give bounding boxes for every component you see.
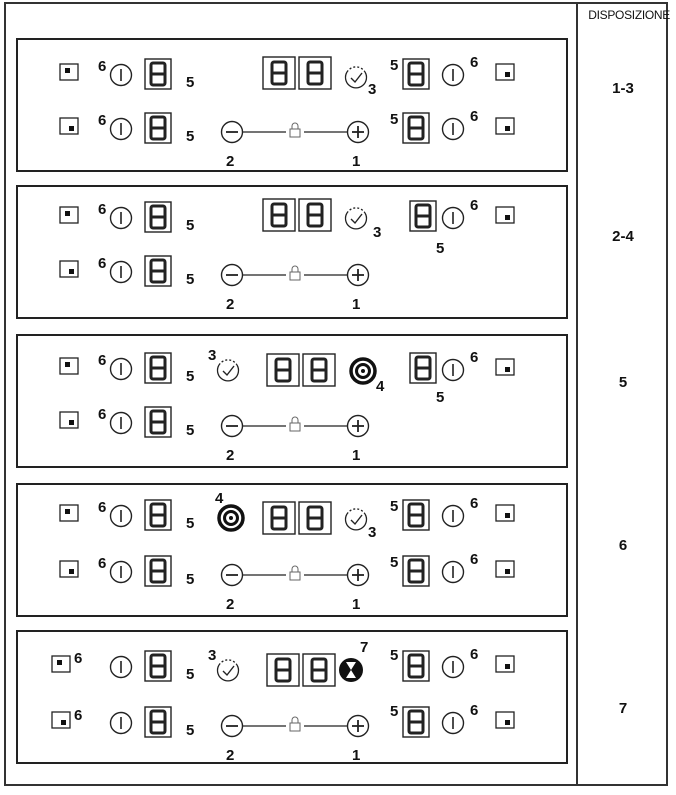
callout-number-n2: 2 xyxy=(226,747,235,764)
zone-indicator-square-icon xyxy=(496,656,514,672)
lock-icon xyxy=(290,717,300,731)
minus-button-icon xyxy=(222,416,243,437)
seven-segment-digit-icon xyxy=(272,204,286,226)
callout-number-n4: 4 xyxy=(215,490,224,507)
seven-segment-digit-icon xyxy=(145,407,171,437)
callout-number-n6: 6 xyxy=(470,702,479,719)
zone-indicator-square-icon xyxy=(52,656,70,672)
callout-number-n5: 5 xyxy=(436,240,445,257)
seven-segment-digit-icon xyxy=(276,359,290,381)
callout-number-n5: 5 xyxy=(186,271,195,288)
seven-segment-digit-icon xyxy=(403,500,429,530)
callout-number-n5: 5 xyxy=(436,389,445,406)
callout-number-n6: 6 xyxy=(74,650,83,667)
zone-indicator-square-icon xyxy=(60,561,78,577)
callout-number-n5: 5 xyxy=(186,571,195,588)
callout-number-n2: 2 xyxy=(226,596,235,613)
seven-segment-digit-icon xyxy=(403,651,429,681)
zone-indicator-square-icon xyxy=(60,261,78,277)
callout-number-n6: 6 xyxy=(470,495,479,512)
minus-button-icon xyxy=(222,122,243,143)
callout-number-n5: 5 xyxy=(186,722,195,739)
plus-button-icon xyxy=(348,265,369,286)
callout-number-n6: 6 xyxy=(98,255,107,272)
zone-indicator-square-icon xyxy=(496,712,514,728)
seven-segment-digit-icon xyxy=(403,556,429,586)
seven-segment-digit-icon xyxy=(145,59,171,89)
callout-number-n5: 5 xyxy=(390,57,399,74)
zone-indicator-square-icon xyxy=(60,412,78,428)
layout-label-6: 6 xyxy=(618,537,628,554)
control-panel-1-3 xyxy=(16,38,568,172)
zone-indicator-square-icon xyxy=(496,64,514,80)
callout-number-n6: 6 xyxy=(470,646,479,663)
minus-button-icon xyxy=(222,565,243,586)
zone-indicator-square-icon xyxy=(496,359,514,375)
power-button-icon xyxy=(443,208,464,229)
callout-number-n6: 6 xyxy=(98,499,107,516)
callout-number-n1: 1 xyxy=(352,596,361,613)
power-button-icon xyxy=(443,119,464,140)
control-panel-7 xyxy=(16,630,568,764)
seven-segment-digit-icon xyxy=(145,707,171,737)
seven-segment-digit-icon xyxy=(403,707,429,737)
seven-segment-digit-icon xyxy=(410,201,436,231)
timer-icon xyxy=(346,67,367,88)
seven-segment-digit-icon xyxy=(145,556,171,586)
power-button-icon xyxy=(111,262,132,283)
lock-icon xyxy=(290,123,300,137)
seven-segment-digit-icon xyxy=(403,113,429,143)
header-disposizione: DISPOSIZIONE xyxy=(588,8,670,22)
timer-icon xyxy=(346,208,367,229)
callout-number-n5: 5 xyxy=(390,498,399,515)
callout-number-n1: 1 xyxy=(352,447,361,464)
plus-button-icon xyxy=(348,565,369,586)
zone-indicator-square-icon xyxy=(60,64,78,80)
callout-number-n5: 5 xyxy=(186,422,195,439)
power-button-icon xyxy=(111,65,132,86)
power-button-icon xyxy=(111,359,132,380)
zone-indicator-square-icon xyxy=(496,505,514,521)
callout-number-n5: 5 xyxy=(390,111,399,128)
panel-drawing xyxy=(18,40,570,174)
power-button-icon xyxy=(111,562,132,583)
callout-number-n6: 6 xyxy=(470,197,479,214)
power-button-icon xyxy=(443,65,464,86)
zone-indicator-square-icon xyxy=(496,118,514,134)
callout-number-n6: 6 xyxy=(470,108,479,125)
callout-number-n5: 5 xyxy=(186,515,195,532)
callout-number-n3: 3 xyxy=(208,647,217,664)
callout-number-n5: 5 xyxy=(390,647,399,664)
panel-drawing xyxy=(18,485,570,619)
callout-number-n4: 4 xyxy=(376,378,385,395)
plus-button-icon xyxy=(348,716,369,737)
layout-label-1-3: 1-3 xyxy=(612,80,634,97)
zone-indicator-square-icon xyxy=(60,505,78,521)
callout-number-n2: 2 xyxy=(226,296,235,313)
callout-number-n5: 5 xyxy=(186,368,195,385)
seven-segment-digit-icon xyxy=(145,202,171,232)
zone-indicator-square-icon xyxy=(496,207,514,223)
seven-segment-digit-icon xyxy=(145,651,171,681)
zone-indicator-square-icon xyxy=(496,561,514,577)
callout-number-n6: 6 xyxy=(98,555,107,572)
panel-drawing xyxy=(18,187,570,321)
zone-indicator-square-icon xyxy=(60,118,78,134)
callout-number-n6: 6 xyxy=(98,58,107,75)
callout-number-n6: 6 xyxy=(470,349,479,366)
callout-number-n3: 3 xyxy=(208,347,217,364)
seven-segment-digit-icon xyxy=(312,659,326,681)
callout-number-n1: 1 xyxy=(352,747,361,764)
callout-number-n3: 3 xyxy=(373,224,382,241)
layout-label-2-4: 2-4 xyxy=(612,228,634,245)
plus-button-icon xyxy=(348,416,369,437)
callout-number-n1: 1 xyxy=(352,296,361,313)
power-button-icon xyxy=(443,506,464,527)
panel-drawing xyxy=(18,632,570,766)
callout-number-n6: 6 xyxy=(74,707,83,724)
control-panel-2-4 xyxy=(16,185,568,319)
callout-number-n5: 5 xyxy=(186,217,195,234)
callout-number-n5: 5 xyxy=(186,74,195,91)
callout-number-n7: 7 xyxy=(360,639,369,656)
power-button-icon xyxy=(111,657,132,678)
callout-number-n6: 6 xyxy=(98,112,107,129)
layout-label-5: 5 xyxy=(618,374,628,391)
callout-number-n5: 5 xyxy=(186,666,195,683)
lock-icon xyxy=(290,417,300,431)
seven-segment-digit-icon xyxy=(276,659,290,681)
seven-segment-digit-icon xyxy=(145,500,171,530)
lock-icon xyxy=(290,266,300,280)
callout-number-n3: 3 xyxy=(368,524,377,541)
layout-label-7: 7 xyxy=(618,700,628,717)
seven-segment-digit-icon xyxy=(145,113,171,143)
power-button-icon xyxy=(111,208,132,229)
callout-number-n6: 6 xyxy=(98,352,107,369)
minus-button-icon xyxy=(222,716,243,737)
power-button-icon xyxy=(443,657,464,678)
callout-number-n6: 6 xyxy=(470,551,479,568)
seven-segment-digit-icon xyxy=(272,507,286,529)
booster-target-icon xyxy=(219,506,243,530)
seven-segment-digit-icon xyxy=(410,353,436,383)
seven-segment-digit-icon xyxy=(145,353,171,383)
timer-icon xyxy=(218,360,239,381)
seven-segment-digit-icon xyxy=(145,256,171,286)
seven-segment-digit-icon xyxy=(272,62,286,84)
timer-icon xyxy=(346,509,367,530)
seven-segment-digit-icon xyxy=(308,204,322,226)
power-button-icon xyxy=(111,713,132,734)
power-button-icon xyxy=(443,562,464,583)
power-button-icon xyxy=(111,506,132,527)
callout-number-n2: 2 xyxy=(226,153,235,170)
callout-number-n6: 6 xyxy=(98,201,107,218)
timer-icon xyxy=(218,660,239,681)
booster-target-icon xyxy=(351,359,375,383)
callout-number-n5: 5 xyxy=(390,554,399,571)
callout-number-n6: 6 xyxy=(470,54,479,71)
callout-number-n1: 1 xyxy=(352,153,361,170)
zone-indicator-square-icon xyxy=(52,712,70,728)
callout-number-n5: 5 xyxy=(390,703,399,720)
column-divider xyxy=(576,2,578,786)
callout-number-n3: 3 xyxy=(368,81,377,98)
minus-button-icon xyxy=(222,265,243,286)
control-panel-5 xyxy=(16,334,568,468)
power-button-icon xyxy=(111,413,132,434)
hourglass-icon xyxy=(339,658,363,682)
callout-number-n2: 2 xyxy=(226,447,235,464)
seven-segment-digit-icon xyxy=(312,359,326,381)
zone-indicator-square-icon xyxy=(60,358,78,374)
power-button-icon xyxy=(443,713,464,734)
zone-indicator-square-icon xyxy=(60,207,78,223)
control-panel-6 xyxy=(16,483,568,617)
panel-drawing xyxy=(18,336,570,470)
seven-segment-digit-icon xyxy=(403,59,429,89)
callout-number-n6: 6 xyxy=(98,406,107,423)
seven-segment-digit-icon xyxy=(308,62,322,84)
seven-segment-digit-icon xyxy=(308,507,322,529)
lock-icon xyxy=(290,566,300,580)
power-button-icon xyxy=(443,360,464,381)
power-button-icon xyxy=(111,119,132,140)
callout-number-n5: 5 xyxy=(186,128,195,145)
plus-button-icon xyxy=(348,122,369,143)
